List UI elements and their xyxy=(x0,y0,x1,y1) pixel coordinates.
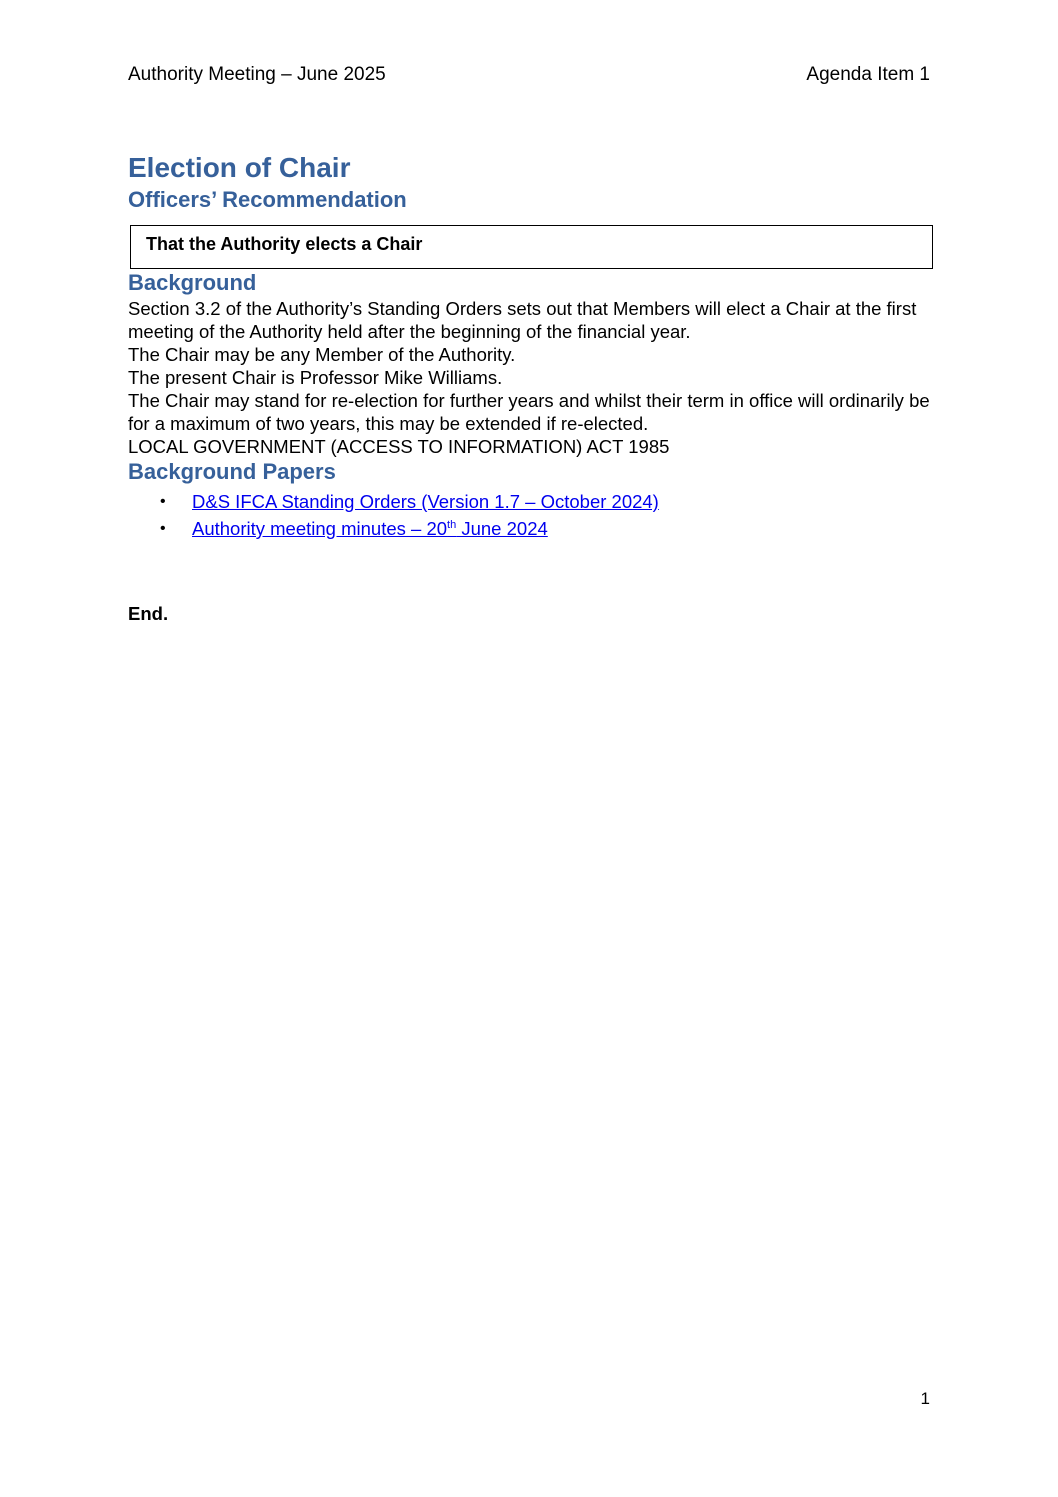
bullet-icon: • xyxy=(160,493,166,510)
background-paragraph-any-member: The Chair may be any Member of the Authority. xyxy=(128,344,516,365)
bullet-icon: • xyxy=(160,520,166,537)
page-number: 1 xyxy=(920,1389,930,1408)
end-marker: End. xyxy=(128,603,169,624)
background-paragraph-act: LOCAL GOVERNMENT (ACCESS TO INFORMATION) ACT 1985 xyxy=(128,436,670,457)
meeting-minutes-link[interactable] xyxy=(192,518,548,539)
standing-orders-link[interactable]: D&S IFCA Standing Orders (Version 1.7 – October 2024) xyxy=(192,491,659,512)
list-item xyxy=(128,488,934,515)
background-papers-heading: Background Papers xyxy=(128,459,336,484)
header-meeting-title: Authority Meeting – June 2025 xyxy=(128,64,386,85)
meeting-minutes-link-text: Authority meeting minutes – 20 xyxy=(192,518,448,539)
main-content xyxy=(128,150,934,625)
background-heading: Background xyxy=(128,270,257,295)
recommendation-text: That the Authority elects a Chair xyxy=(146,234,423,254)
recommendation-heading: Officers’ Recommendation xyxy=(128,187,407,212)
header-agenda-item: Agenda Item 1 xyxy=(806,64,930,85)
recommendation-box xyxy=(130,225,933,269)
background-paragraph-re-election: The Chair may stand for re-election for further years and whilst their term in office will ordinarily be for a maximum of two years, this may be extended if re-elected. xyxy=(128,390,930,434)
background-paragraph-present-chair: The present Chair is Professor Mike Williams. xyxy=(128,367,503,388)
page-title: Election of Chair xyxy=(128,152,351,183)
background-paragraph-standing-orders: Section 3.2 of the Authority’s Standing Orders sets out that Members will elect a Chair at the first meeting of the Authority held after the beginning of the financial year. xyxy=(128,298,917,342)
background-papers-list xyxy=(128,488,934,542)
meeting-minutes-link-text-after: June 2024 xyxy=(456,518,548,539)
list-item xyxy=(128,515,934,542)
meeting-minutes-link-superscript: th xyxy=(447,518,457,531)
